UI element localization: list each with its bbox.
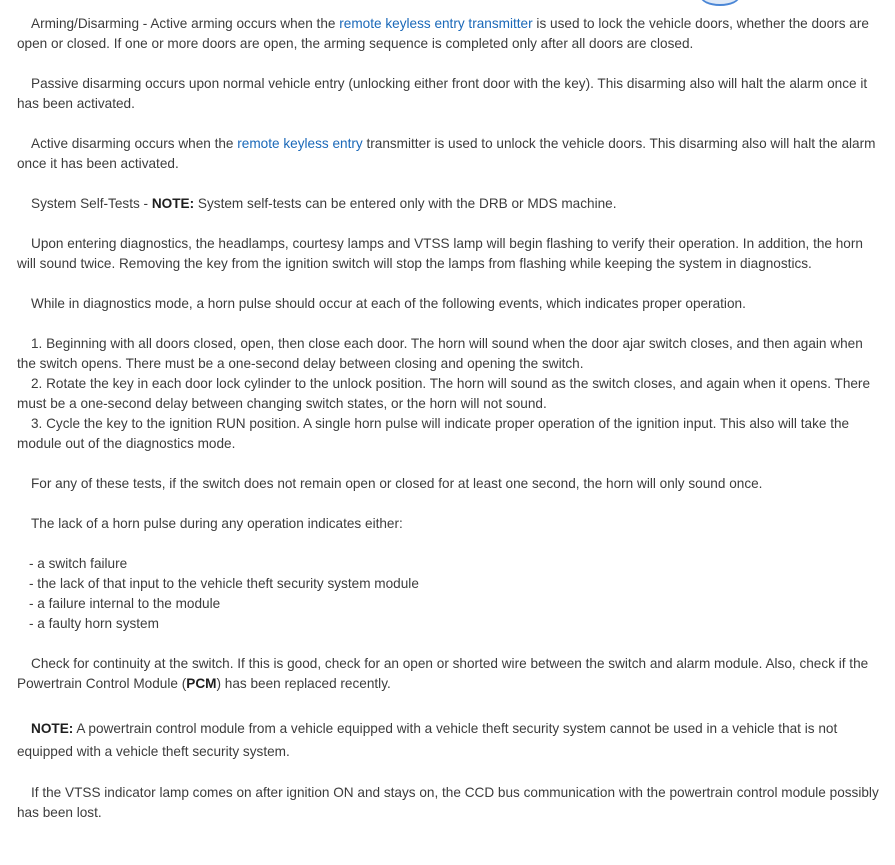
document-body xyxy=(17,14,883,843)
list-item: - the lack of that input to the vehicle theft security system module xyxy=(29,576,419,591)
text: is used to lock the vehicle doors, whether the doors are open or closed. If one or more doors are open, the arming sequence is completed only after all doors are closed. xyxy=(17,16,869,51)
paragraph-self-tests xyxy=(17,194,883,214)
remote-keyless-entry-transmitter-link[interactable]: remote keyless entry transmitter xyxy=(339,16,533,31)
paragraph-passive-disarming: Passive disarming occurs upon normal vehicle entry (unlocking either front door with the key). This disarming also will halt the alarm once it has been activated. xyxy=(17,76,868,111)
paragraph-while-in-diagnostics: While in diagnostics mode, a horn pulse should occur at each of the following events, which indicates proper operation. xyxy=(31,296,746,311)
note-label: NOTE: xyxy=(151,196,195,211)
failure-list xyxy=(17,554,883,634)
text: Arming/Disarming - Active arming occurs when the xyxy=(31,16,340,31)
text: Check for continuity at the switch. If this is good, check for an open or shorted wire between the switch and alarm module. Also, check if the Powertrain Control Module ( xyxy=(17,656,869,691)
paragraph-active-disarming xyxy=(17,134,883,174)
step-3: 3. Cycle the key to the ignition RUN position. A single horn pulse will indicate proper operation of the ignition input. This also will take the module out of the diagnostics mode. xyxy=(17,416,850,451)
text: ) has been replaced recently. xyxy=(216,676,391,691)
paragraph-note-pcm xyxy=(17,717,883,763)
paragraph-continuity xyxy=(17,654,883,694)
step-2: 2. Rotate the key in each door lock cylinder to the unlock position. The horn will sound as the switch closes, and again when it opens. There must be a one-second delay between changing switch states, or the horn will not sound. xyxy=(17,376,871,411)
pcm-label: PCM xyxy=(186,676,217,691)
list-item: - a failure internal to the module xyxy=(29,596,221,611)
text: transmitter is used to unlock the vehicle doors. This disarming also will halt the alarm once it has been activated. xyxy=(17,136,876,171)
text: A powertrain control module from a vehicle equipped with a vehicle theft security system cannot be used in a vehicle that is not equipped with a vehicle theft security system. xyxy=(17,721,838,759)
text: Active disarming occurs when the xyxy=(31,136,238,151)
step-1: 1. Beginning with all doors closed, open, then close each door. The horn will sound when the door ajar switch closes, and then again when the switch opens. There must be a one-second delay between closing and opening the switch. xyxy=(17,336,863,371)
list-item: - a faulty horn system xyxy=(29,616,159,631)
scroll-indicator xyxy=(700,0,740,4)
list-item: - a switch failure xyxy=(29,556,128,571)
paragraph-arming xyxy=(17,14,883,54)
paragraph-vtss-lamp: If the VTSS indicator lamp comes on after ignition ON and stays on, the CCD bus communication with the powertrain control module possibly has been lost. xyxy=(17,785,879,820)
paragraph-lack-of-horn: The lack of a horn pulse during any operation indicates either: xyxy=(31,516,403,531)
paragraph-any-tests: For any of these tests, if the switch does not remain open or closed for at least one second, the horn will only sound once. xyxy=(31,476,763,491)
remote-keyless-entry-link[interactable]: remote keyless entry xyxy=(237,136,363,151)
text: System self-tests can be entered only with the DRB or MDS machine. xyxy=(194,196,617,211)
note-label: NOTE: xyxy=(31,721,74,736)
text: System Self-Tests - xyxy=(31,196,152,211)
paragraph-entering-diagnostics: Upon entering diagnostics, the headlamps, courtesy lamps and VTSS lamp will begin flashing to verify their operation. In addition, the horn will sound twice. Removing the key from the ignition switch will stop the lamps from flashing while keeping the system in diagnostics. xyxy=(17,236,863,271)
